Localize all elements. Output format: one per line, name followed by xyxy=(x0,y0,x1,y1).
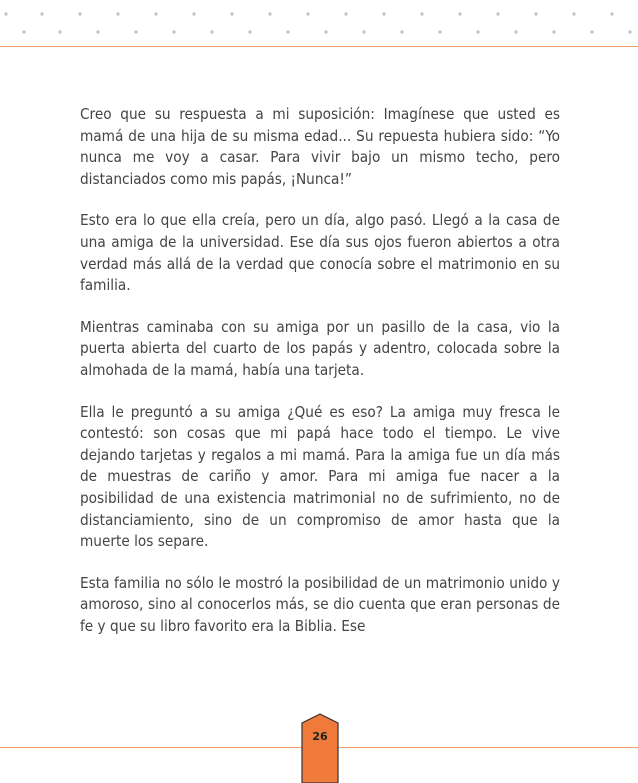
page-number-tab xyxy=(301,713,339,783)
paragraph-5: Esta familia no sólo le mostró la posibilidad de un matrimonio unido y amoroso, sino al conocerlos más, se dio cuenta que eran personas de fe y que su libro favorito era la Biblia. Ese xyxy=(80,573,560,635)
body-text xyxy=(80,104,560,657)
page-number: 26 xyxy=(312,730,328,743)
paragraph-4: Ella le preguntó a su amiga ¿Qué es eso? La amiga muy fresca le contestó: son cosas que mi papá hace todo el tiempo. Le vive dejando tarjetas y regalos a mi mamá. Para la amiga fue un día más de muestras de cariño y amor. Para mi amiga fue nacer a la posibilidad de una existencia matrimonial no de sufrimiento, no de distanciamiento, sino de un compromiso de amor hasta que la muerte los separe. xyxy=(80,402,560,551)
dotted-border-top xyxy=(0,0,638,50)
paragraph-2: Esto era lo que ella creía, pero un día, algo pasó. Llegó a la casa de una amiga de la universidad. Ese día sus ojos fueron abiertos a otra verdad más allá de la verdad que conocía sobre el matrimonio en su familia. xyxy=(80,211,560,295)
paragraph-1: Creo que su respuesta a mi suposición: Imagínese que usted es mamá de una hija de su misma edad... Su repuesta hubiera sido: “Yo nunca me voy a casar. Para vivir bajo un mismo techo, pero distanciados como mis papás, ¡Nunca!” xyxy=(80,105,560,188)
paragraph-3: Mientras caminaba con su amiga por un pasillo de la casa, vio la puerta abierta del cuarto de los papás y adentro, colocada sobre la almohada de la mamá, había una tarjeta. xyxy=(80,317,560,379)
top-divider xyxy=(0,46,638,47)
